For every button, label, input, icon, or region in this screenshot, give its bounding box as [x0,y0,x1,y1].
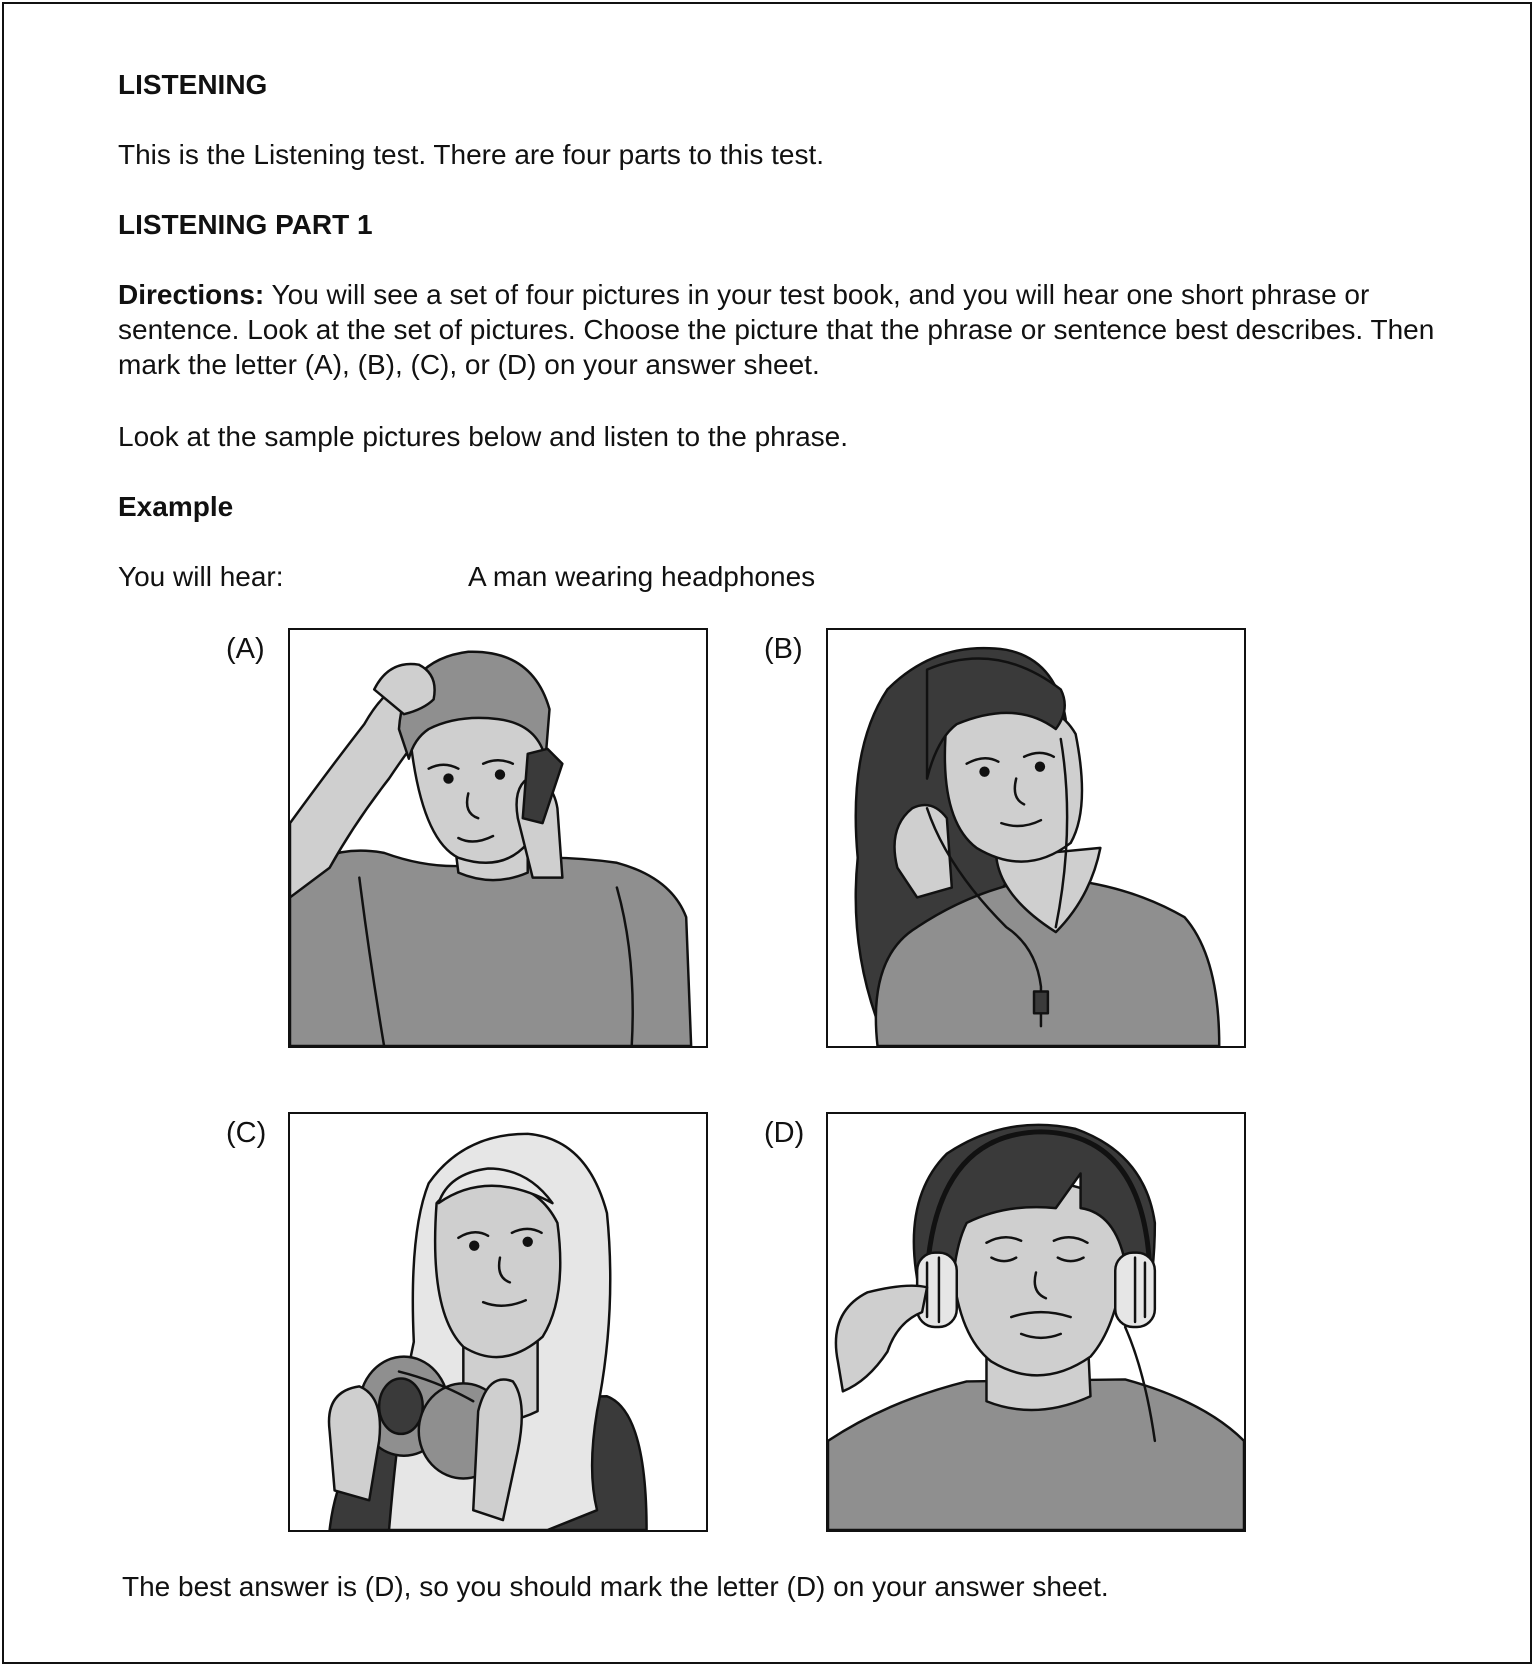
option-a-picture [288,628,708,1048]
you-will-hear-row [118,559,918,594]
test-page [2,2,1532,1664]
you-will-hear-label: You will hear: [118,561,284,592]
option-b-label: (B) [764,633,803,665]
option-d-picture [826,1112,1246,1532]
option-a-label: (A) [226,633,265,665]
option-d-label: (D) [764,1117,805,1149]
option-c-label: (C) [226,1117,267,1149]
directions-paragraph [118,277,1458,382]
man-wearing-headphones-illustration [828,1114,1244,1530]
man-on-phone-illustration [290,630,706,1046]
you-will-hear-phrase: A man wearing headphones [468,561,816,592]
intro-text: This is the Listening test. There are four parts to this test. [118,139,825,170]
sample-instruction: Look at the sample pictures below and listen to the phrase. [118,421,848,452]
answer-statement: The best answer is (D), so you should mark the letter (D) on your answer sheet. [122,1571,1109,1602]
part-heading: LISTENING PART 1 [118,209,373,240]
directions-label: Directions: [118,279,265,310]
option-b-picture [826,628,1246,1048]
directions-text: You will see a set of four pictures in your test book, and you will hear one short phrase or sentence. Look at the set of pictures. Choose the picture that the phrase or sentence best describes. Then mark the letter (A), (B), (C), or (D) on your answer sheet. [118,279,1435,380]
option-c-picture [288,1112,708,1532]
woman-earbuds-illustration [828,630,1244,1046]
woman-holding-headphones-illustration [290,1114,706,1530]
section-heading: LISTENING [118,69,268,100]
example-heading: Example [118,491,234,522]
